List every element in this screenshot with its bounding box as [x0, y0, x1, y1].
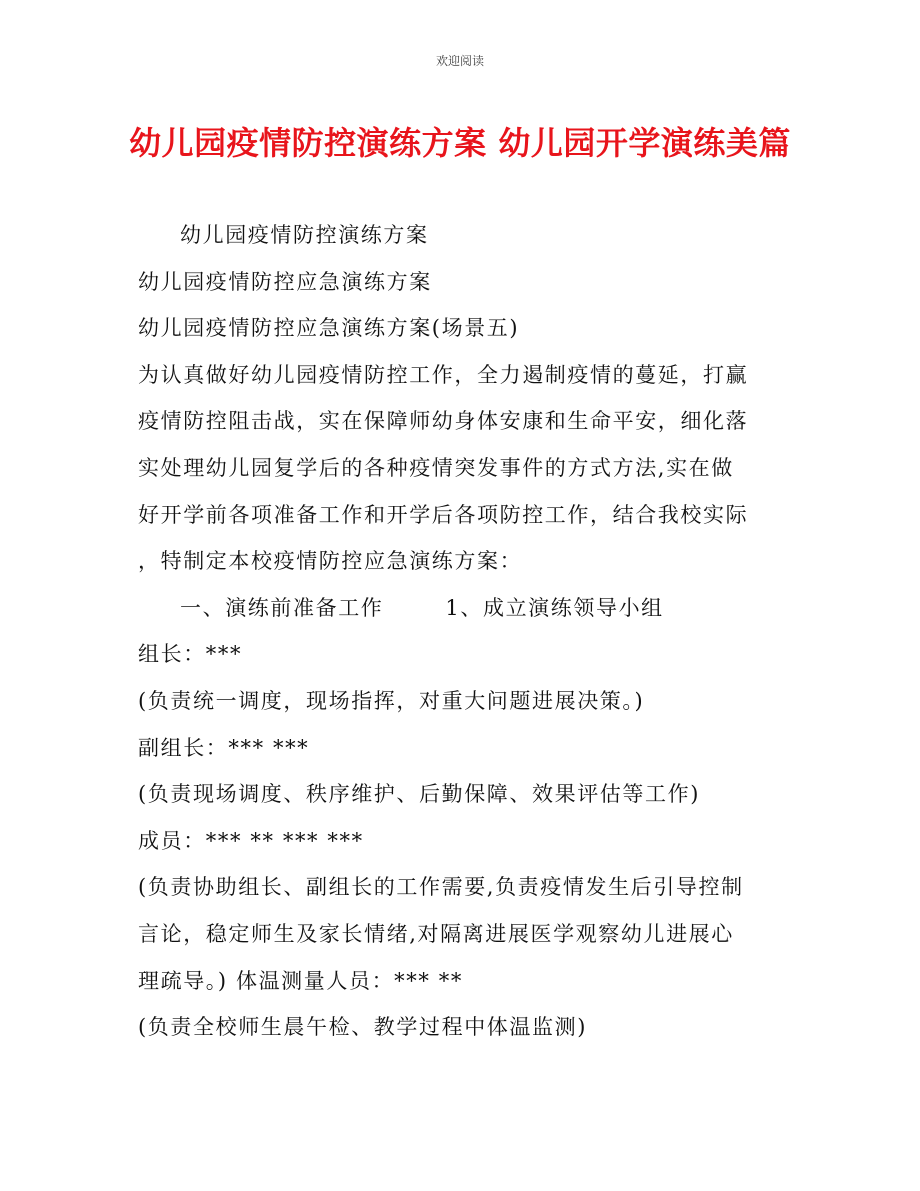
paragraph-intro-line: 为认真做好幼儿园疫情防控工作，全力遏制疫情的蔓延，打赢 — [138, 362, 749, 387]
subsection-heading: 1、成立演练领导小组 — [445, 595, 664, 620]
deputy-leader-line: 副组长：*** *** — [138, 735, 310, 760]
header-note: 欢迎阅读 — [435, 54, 484, 68]
leader-duty-line: (负责统一调度，现场指挥，对重大问题进展决策。) — [138, 688, 645, 713]
document-body — [138, 212, 788, 1051]
document-title: 幼儿园疫情防控演练方案 幼儿园开学演练美篇 — [129, 124, 791, 162]
section-heading-line — [138, 585, 788, 632]
line-plan-name: 幼儿园疫情防控应急演练方案 — [138, 269, 432, 294]
paragraph-intro-line: ，特制定本校疫情防控应急演练方案： — [138, 549, 523, 574]
paragraph-intro-line: 好开学前各项准备工作和开学后各项防控工作，结合我校实际 — [138, 502, 749, 527]
paragraph-intro-line: 疫情防控阻击战，实在保障师幼身体安康和生命平安，细化落 — [138, 409, 749, 434]
line-plan-scene: 幼儿园疫情防控应急演练方案(场景五) — [138, 316, 520, 341]
members-duty-line: (负责协助组长、副组长的工作需要,负责疫情发生后引导控制 — [138, 875, 744, 900]
temperature-duty-line: (负责全校师生晨午检、教学过程中体温监测) — [138, 1015, 587, 1040]
paragraph-intro-line: 实处理幼儿园复学后的各种疫情突发事件的方式方法,实在做 — [138, 455, 734, 480]
members-duty-line: 理疏导。) 体温测量人员：*** ** — [138, 968, 463, 993]
line-subtitle: 幼儿园疫情防控演练方案 — [180, 223, 429, 247]
members-line: 成员：*** ** *** *** — [138, 828, 364, 853]
leader-line: 组长：*** — [138, 642, 243, 667]
section-heading: 一、演练前准备工作 — [180, 595, 384, 620]
deputy-duty-line: (负责现场调度、秩序维护、后勤保障、效果评估等工作) — [138, 782, 700, 807]
members-duty-line: 言论，稳定师生及家长情绪,对隔离进展医学观察幼儿进展心 — [138, 921, 734, 946]
